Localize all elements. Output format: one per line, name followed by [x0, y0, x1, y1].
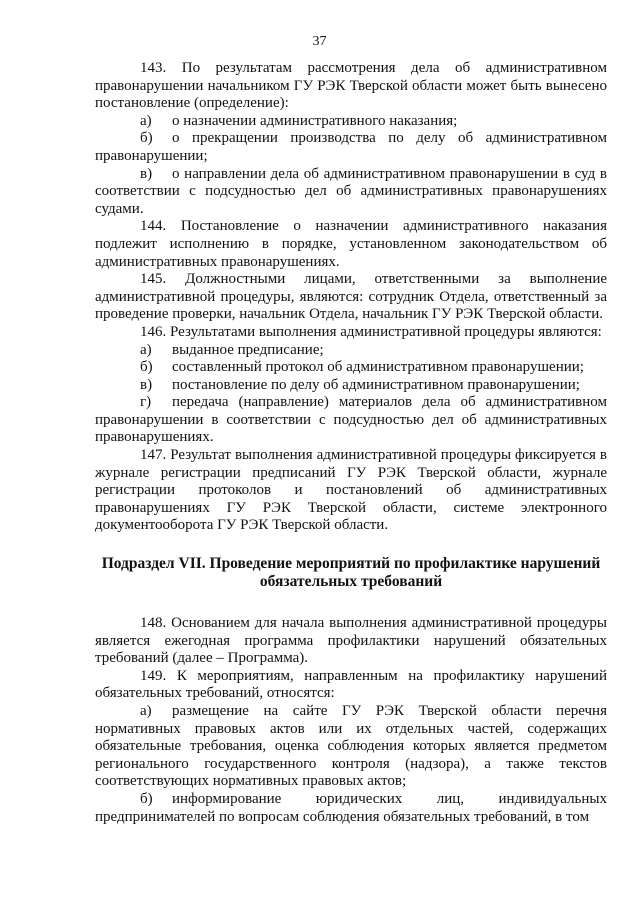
subitem-149-a: а) размещение на сайте ГУ РЭК Тверской области перечня нормативных правовых актов или их отдельных частей, содержащих обязательные требования, оценка соблюдения которых является предметом регионального государственного контроля (надзора), а также текстов соответствующих нормативных правовых актов; [95, 703, 607, 790]
subitem-146-c: в) постановление по делу об административном правонарушении; [140, 376, 580, 393]
paragraph-148: 148. Основанием для начала выполнения административной процедуры является ежегодная программа профилактики нарушений обязательных требований (далее – Программа). [95, 615, 607, 667]
subitem-143-a: а) о назначении административного наказания; [140, 112, 458, 129]
paragraph-147: 147. Результат выполнения административной процедуры фиксируется в журнале регистрации предписаний ГУ РЭК Тверской области, журнале регистрации протоколов и постановлений об административных правонарушениях ГУ РЭК Тверской области, системе электронного документооборота ГУ РЭК Тверской области. [95, 447, 607, 534]
paragraph-144: 144. Постановление о назначении административного наказания подлежит исполнению в порядке, установленном законодательством об административных правонарушениях. [95, 218, 607, 270]
subitem-146-a: а) выданное предписание; [140, 341, 324, 358]
subitem-146-d: г) передача (направление) материалов дела об административном правонарушении в соответствии с подсудностью дел об административных правонарушениях. [95, 394, 607, 446]
paragraph-145: 145. Должностными лицами, ответственными за выполнение административной процедуры, являются: сотрудник Отдела, ответственный за проведение проверки, начальник Отдела, начальник ГУ РЭК Тверской области. [95, 271, 608, 323]
subitem-143-c: в) о направлении дела об административном правонарушении в суд в соответствии с подсудностью дел об административных правонарушениях судами. [95, 165, 607, 217]
paragraph-149: 149. К мероприятиям, направленным на профилактику нарушений обязательных требований, относятся: [95, 667, 607, 702]
subitem-149-b: б) информирование юридических лиц, индивидуальных предпринимателей по вопросам соблюдения обязательных требований, в том [95, 790, 607, 825]
subitem-146-b: б) составленный протокол об административном правонарушении; [140, 359, 584, 376]
paragraph-143: 143. По результатам рассмотрения дела об административном правонарушении начальником ГУ РЭК Тверской области может быть вынесено постановление (определение): [95, 60, 608, 112]
paragraph-146: 146. Результатами выполнения административной процедуры являются: [140, 323, 602, 340]
subitem-143-b: б) о прекращении производства по делу об административном правонарушении; [95, 130, 607, 164]
page-number: 37 [312, 34, 327, 49]
section-heading: Подраздел VII. Проведение мероприятий по профилактике нарушений обязательных требований [101, 555, 601, 591]
document-body [95, 60, 607, 826]
